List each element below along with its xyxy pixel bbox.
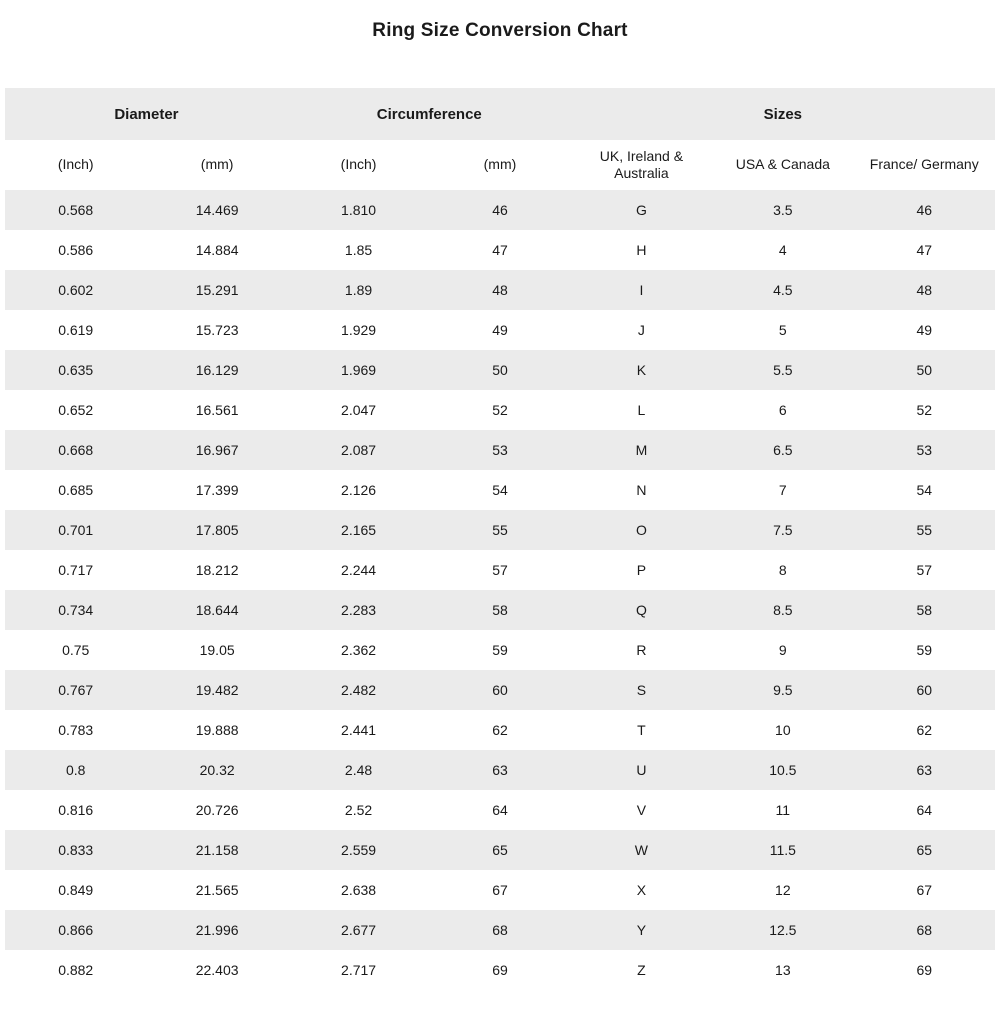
table-cell: 1.89: [344, 282, 373, 298]
table-cell: 0.701: [58, 522, 94, 538]
table-cell: 2.362: [341, 642, 377, 658]
table-cell: 16.129: [195, 362, 239, 378]
table-cell: M: [635, 442, 648, 458]
table-cell: 49: [916, 322, 933, 338]
table-cell: U: [636, 762, 647, 778]
table-cell: 9: [778, 642, 787, 658]
table-cell: 63: [492, 762, 508, 778]
table-row: [5, 910, 995, 950]
table-cell: K: [636, 362, 647, 378]
table-cell: 53: [492, 442, 508, 458]
table-cell: 10: [775, 722, 791, 738]
table-cell: 0.568: [58, 202, 94, 218]
table-cell: 10.5: [769, 762, 797, 778]
table-cell: 2.165: [341, 522, 377, 538]
table-row: [5, 670, 995, 710]
table-cell: 2.047: [341, 402, 377, 418]
column-header-usa-canada: USA & Canada: [712, 140, 853, 190]
table-cell: S: [636, 682, 647, 698]
table-cell: 2.283: [341, 602, 377, 618]
table-cell: 12.5: [769, 922, 797, 938]
table-cell: 46: [492, 202, 508, 218]
table-row: [5, 590, 995, 630]
table-cell: 0.586: [58, 242, 94, 258]
table-row: [5, 470, 995, 510]
table-cell: J: [637, 322, 645, 338]
table-cell: 47: [916, 242, 933, 258]
table-cell: 0.652: [58, 402, 94, 418]
table-cell: 1.929: [341, 322, 377, 338]
table-cell: 3.5: [773, 202, 793, 218]
table-cell: 19.482: [195, 682, 239, 698]
table-cell: 53: [916, 442, 933, 458]
table-cell: 8: [778, 562, 787, 578]
table-cell: 18.212: [195, 562, 239, 578]
table-cell: 7.5: [773, 522, 793, 538]
table-cell: 60: [492, 682, 508, 698]
column-header-diameter-inch: (Inch): [5, 140, 146, 190]
table-cell: 6: [778, 402, 787, 418]
table-cell: 12: [775, 882, 791, 898]
table-cell: 14.884: [195, 242, 239, 258]
table-cell: 0.635: [58, 362, 94, 378]
table-cell: 11.5: [769, 842, 796, 858]
table-cell: 62: [916, 722, 933, 738]
table-cell: 59: [492, 642, 508, 658]
table-cell: 4: [778, 242, 787, 258]
table-cell: 21.158: [195, 842, 239, 858]
table-cell: 2.126: [341, 482, 377, 498]
table-body: [5, 190, 995, 990]
table-row: [5, 270, 995, 310]
table-cell: 0.75: [62, 642, 90, 658]
table-cell: 0.602: [58, 282, 94, 298]
table-cell: 21.565: [195, 882, 239, 898]
table-row: [5, 510, 995, 550]
column-header-uk-ireland-australia: UK, Ireland & Australia: [571, 140, 712, 190]
table-cell: 1.85: [344, 242, 373, 258]
table-cell: 18.644: [195, 602, 239, 618]
table-cell: G: [635, 202, 647, 218]
table-cell: T: [637, 722, 646, 738]
table-cell: 17.805: [195, 522, 239, 538]
table-cell: 60: [916, 682, 933, 698]
table-cell: 2.677: [341, 922, 377, 938]
column-header-diameter-mm: (mm): [146, 140, 287, 190]
table-cell: 54: [916, 482, 933, 498]
table-cell: 0.833: [58, 842, 94, 858]
table-cell: 1.810: [341, 202, 377, 218]
table-row: [5, 190, 995, 230]
table-cell: 46: [916, 202, 933, 218]
table-cell: 65: [916, 842, 933, 858]
table-cell: 11: [775, 802, 791, 818]
table-cell: 2.244: [341, 562, 377, 578]
table-cell: 5: [778, 322, 787, 338]
table-cell: X: [636, 882, 647, 898]
table-cell: 55: [916, 522, 933, 538]
table-cell: 48: [916, 282, 933, 298]
column-header-circumference-inch: (Inch): [288, 140, 429, 190]
table-cell: Y: [636, 922, 647, 938]
table-cell: 0.734: [58, 602, 94, 618]
table-cell: 5.5: [773, 362, 793, 378]
table-row: [5, 830, 995, 870]
table-cell: 2.087: [341, 442, 377, 458]
table-cell: 2.482: [341, 682, 377, 698]
table-cell: 2.559: [341, 842, 377, 858]
table-cell: 55: [492, 522, 508, 538]
table-cell: 48: [492, 282, 508, 298]
table-cell: Q: [635, 602, 647, 618]
table-cell: 0.849: [58, 882, 94, 898]
table-cell: 65: [492, 842, 508, 858]
table-cell: 58: [492, 602, 508, 618]
table-cell: 8.5: [773, 602, 793, 618]
column-header-circumference-mm: (mm): [429, 140, 570, 190]
table-cell: W: [634, 842, 648, 858]
table-cell: 19.888: [195, 722, 239, 738]
table-cell: 16.967: [195, 442, 239, 458]
table-cell: N: [636, 482, 647, 498]
table-cell: 21.996: [195, 922, 239, 938]
table-cell: 6.5: [773, 442, 793, 458]
table-cell: 52: [916, 402, 933, 418]
table-cell: R: [636, 642, 647, 658]
table-cell: 57: [492, 562, 508, 578]
table-row: [5, 430, 995, 470]
table-cell: 67: [916, 882, 933, 898]
table-cell: V: [636, 802, 647, 818]
table-row: [5, 390, 995, 430]
table-cell: 68: [916, 922, 933, 938]
table-cell: 69: [916, 962, 933, 978]
table-cell: 1.969: [341, 362, 377, 378]
table-cell: 0.882: [58, 962, 94, 978]
column-header-row: [5, 140, 995, 190]
table-row: [5, 950, 995, 990]
table-cell: H: [636, 242, 647, 258]
column-header-france-germany: France/ Germany: [854, 140, 995, 190]
table-cell: 69: [492, 962, 508, 978]
table-cell: 49: [492, 322, 508, 338]
table-cell: 62: [492, 722, 508, 738]
table-cell: 68: [492, 922, 508, 938]
table-row: [5, 230, 995, 270]
table-cell: 64: [916, 802, 933, 818]
table-cell: 54: [492, 482, 508, 498]
table-cell: 20.32: [199, 762, 235, 778]
table-cell: 7: [778, 482, 787, 498]
table-row: [5, 790, 995, 830]
table-cell: 15.723: [195, 322, 239, 338]
table-row: [5, 630, 995, 670]
table-cell: 4.5: [773, 282, 793, 298]
table-cell: O: [635, 522, 647, 538]
table-cell: 17.399: [195, 482, 239, 498]
table-row: [5, 550, 995, 590]
table-cell: 2.52: [344, 802, 373, 818]
table-cell: 0.816: [58, 802, 94, 818]
table-header: [5, 88, 995, 190]
table-cell: 0.619: [58, 322, 94, 338]
page-title: Ring Size Conversion Chart: [372, 20, 628, 41]
table-cell: 47: [492, 242, 508, 258]
table-cell: 0.668: [58, 442, 94, 458]
table-cell: 0.866: [58, 922, 94, 938]
table-cell: I: [639, 282, 644, 298]
table-cell: 57: [916, 562, 933, 578]
group-header-row: [5, 88, 995, 140]
table-cell: 15.291: [195, 282, 239, 298]
table-cell: 14.469: [195, 202, 239, 218]
table-cell: 0.685: [58, 482, 94, 498]
table-cell: L: [637, 402, 646, 418]
table-row: [5, 870, 995, 910]
table-row: [5, 750, 995, 790]
table-cell: 16.561: [195, 402, 239, 418]
table-cell: 13: [775, 962, 791, 978]
table-cell: 50: [492, 362, 508, 378]
table-row: [5, 350, 995, 390]
table-cell: 0.767: [58, 682, 94, 698]
table-cell: 9.5: [773, 682, 793, 698]
table-cell: 0.783: [58, 722, 94, 738]
table-cell: 0.717: [58, 562, 94, 578]
table-cell: 19.05: [199, 642, 235, 658]
table-cell: 67: [492, 882, 508, 898]
table-cell: 58: [916, 602, 933, 618]
table-cell: 52: [492, 402, 508, 418]
group-header-circumference: Circumference: [288, 88, 571, 140]
table-cell: 0.8: [65, 762, 86, 778]
table-row: [5, 710, 995, 750]
table-cell: 63: [916, 762, 933, 778]
table-cell: 2.48: [344, 762, 373, 778]
table-cell: Z: [637, 962, 646, 978]
table-cell: 64: [492, 802, 508, 818]
table-cell: 50: [916, 362, 933, 378]
table-cell: 20.726: [195, 802, 239, 818]
ring-size-conversion-table: [5, 88, 995, 990]
table-cell: 22.403: [195, 962, 239, 978]
table-cell: 2.717: [341, 962, 377, 978]
group-header-diameter: Diameter: [5, 88, 288, 140]
table-row: [5, 310, 995, 350]
table-cell: P: [636, 562, 647, 578]
group-header-sizes: Sizes: [571, 88, 995, 140]
table-cell: 2.638: [341, 882, 377, 898]
table-cell: 59: [916, 642, 933, 658]
table-cell: 2.441: [341, 722, 377, 738]
